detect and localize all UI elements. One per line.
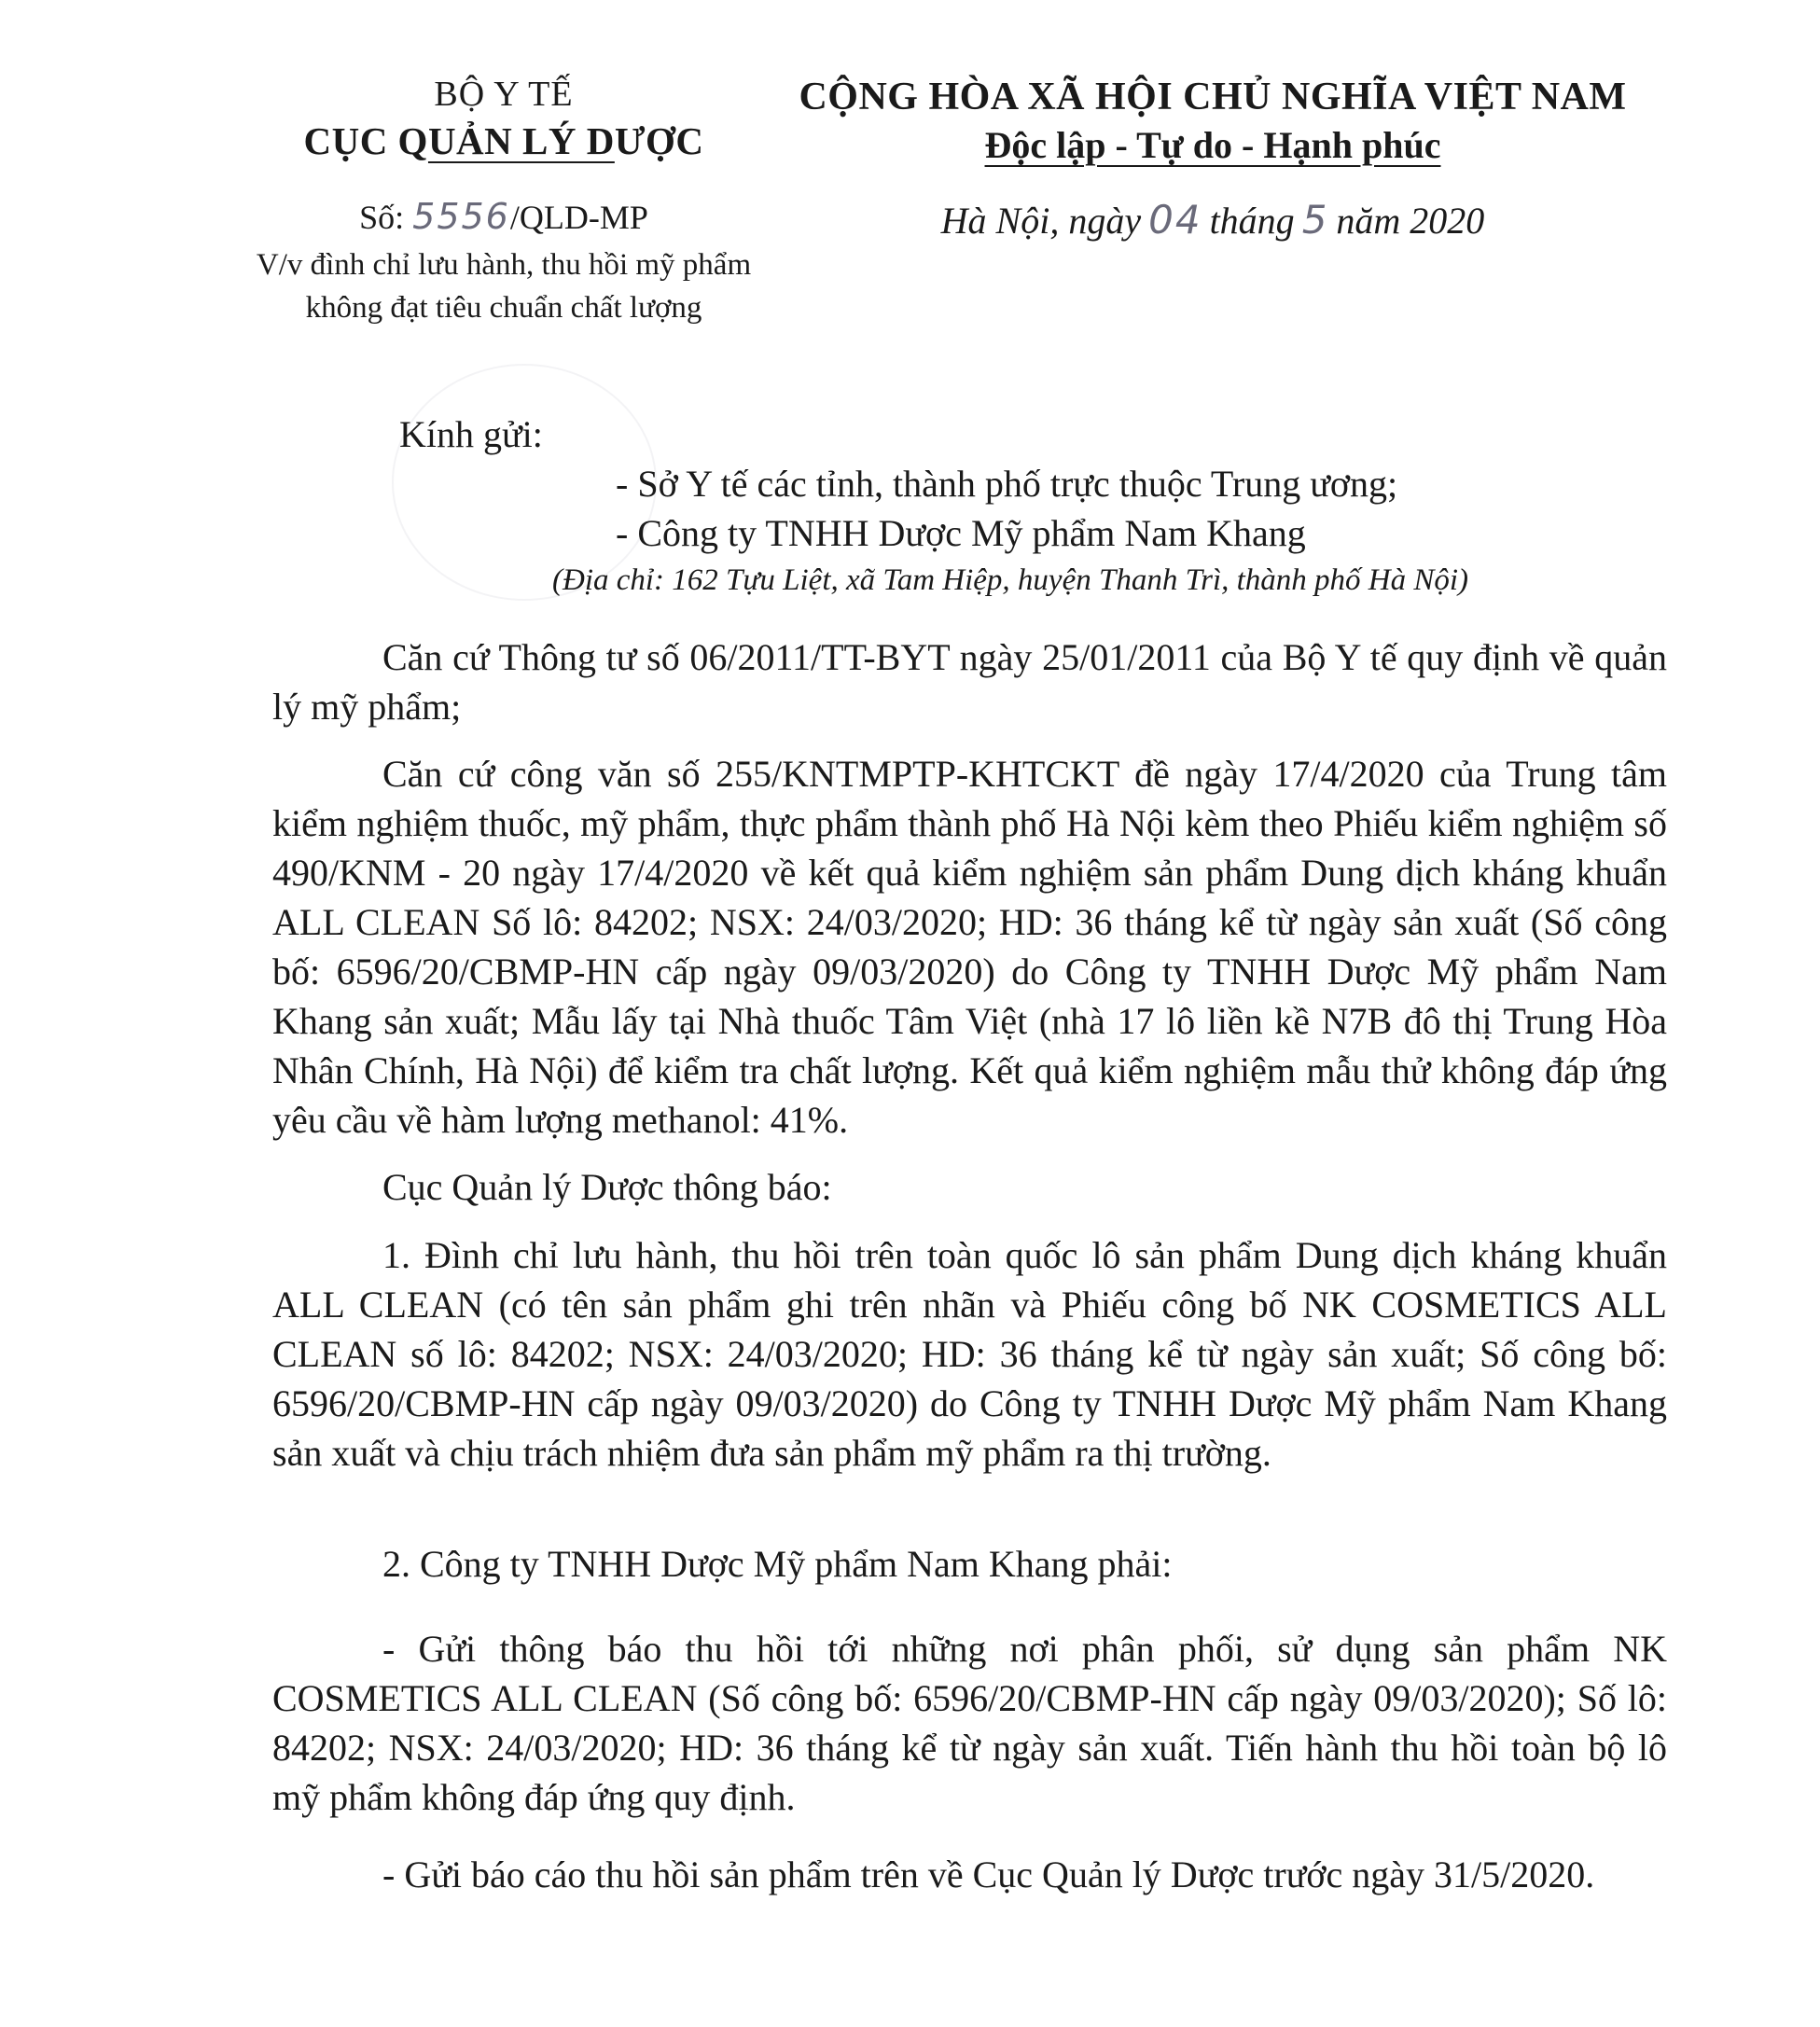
doc-number-prefix: Số:	[359, 198, 405, 236]
paragraph-announcement: Cục Quản lý Dược thông báo:	[382, 1166, 832, 1208]
national-header	[793, 73, 1632, 243]
doc-number-handwritten: 5556	[412, 195, 510, 237]
date-year: năm 2020	[1336, 199, 1485, 242]
paragraph-item-1: 1. Đình chỉ lưu hành, thu hồi trên toàn quốc lô sản phẩm Dung dịch kháng khuẩn ALL CLEAN (có tên sản phẩm ghi trên nhãn và Phiếu công bố NK COSMETICS ALL CLEAN số lô: 84202; NSX: 24/03/2020; HD: 36 tháng kể từ ngày sản xuất; Số công bố: 6596/20/CBMP-HN cấp ngày 09/03/2020) do Công ty TNHH Dược Mỹ phẩm Nam Khang sản xuất và chịu trách nhiệm đưa sản phẩm mỹ phẩm ra thị trường.	[272, 1234, 1667, 1474]
date-place: Hà Nội, ngày	[940, 199, 1142, 242]
issue-date	[793, 197, 1632, 243]
paragraph-test-basis: Căn cứ công văn số 255/KNTMPTP-KHTCKT đề ngày 17/4/2020 của Trung tâm kiểm nghiệm thuốc, mỹ phẩm, thực phẩm thành phố Hà Nội kèm theo Phiếu kiểm nghiệm số 490/KNM - 20 ngày 17/4/2020 về kết quả kiểm nghiệm sản phẩm Dung dịch kháng khuẩn ALL CLEAN Số lô: 84202; NSX: 24/03/2020; HD: 36 tháng kể từ ngày sản xuất (Số công bố: 6596/20/CBMP-HN cấp ngày 09/03/2020) do Công ty TNHH Dược Mỹ phẩm Nam Khang sản xuất; Mẫu lấy tại Nhà thuốc Tâm Việt (nhà 17 lô liền kề N7B đô thị Trung Hòa Nhân Chính, Hà Nội) để kiểm tra chất lượng. Kết quả kiểm nghiệm mẫu thử không đáp ứng yêu cầu về hàm lượng methanol: 41%.	[272, 753, 1667, 1141]
country-name: CỘNG HÒA XÃ HỘI CHỦ NGHĨA VIỆT NAM	[799, 76, 1627, 118]
document-subject: V/v đình chỉ lưu hành, thu hồi mỹ phẩm không đạt tiêu chuẩn chất lượng	[256, 248, 752, 325]
department-name-start: CỤC Q	[303, 118, 428, 162]
recipient-address: (Địa chỉ: 162 Tựu Liệt, xã Tam Hiệp, huyện Thanh Trì, thành phố Hà Nội)	[552, 563, 1469, 597]
doc-number-suffix: /QLD-MP	[509, 198, 648, 236]
recipient-item: - Sở Y tế các tỉnh, thành phố trực thuộc Trung ương;	[616, 463, 1398, 505]
department-name	[243, 118, 765, 165]
issuer-block	[243, 73, 765, 329]
paragraph-item-2-sub-2: - Gửi báo cáo thu hồi sản phẩm trên về Cục Quản lý Dược trước ngày 31/5/2020.	[382, 1853, 1595, 1895]
paragraph-item-2-sub-1: - Gửi thông báo thu hồi tới những nơi phân phối, sử dụng sản phẩm NK COSMETICS ALL CLEAN (Số công bố: 6596/20/CBMP-HN cấp ngày 09/03/2020); Số lô: 84202; NSX: 24/03/2020; HD: 36 tháng kể từ ngày sản xuất. Tiến hành thu hồi toàn bộ lô mỹ phẩm không đáp ứng quy định.	[272, 1628, 1667, 1818]
paragraph-legal-basis: Căn cứ Thông tư số 06/2011/TT-BYT ngày 25/01/2011 của Bộ Y tế quy định về quản lý mỹ phẩm;	[272, 636, 1667, 728]
ministry-name: BỘ Y TẾ	[434, 75, 574, 114]
national-motto: Độc lập - Tự do - Hạnh phúc	[984, 123, 1441, 166]
paragraph-item-2: 2. Công ty TNHH Dược Mỹ phẩm Nam Khang phải:	[382, 1543, 1173, 1585]
date-month-label: tháng	[1209, 199, 1295, 242]
date-day-handwritten: 04	[1148, 196, 1202, 243]
recipient-item: - Công ty TNHH Dược Mỹ phẩm Nam Khang	[616, 512, 1306, 554]
department-name-end: ƯỢC	[614, 118, 704, 162]
document-body	[272, 632, 1667, 1899]
department-name-underlined: UẢN LÝ D	[427, 118, 615, 162]
recipients-greeting: Kính gửi:	[399, 413, 543, 455]
date-month-handwritten: 5	[1301, 196, 1329, 243]
document-number	[243, 195, 765, 240]
